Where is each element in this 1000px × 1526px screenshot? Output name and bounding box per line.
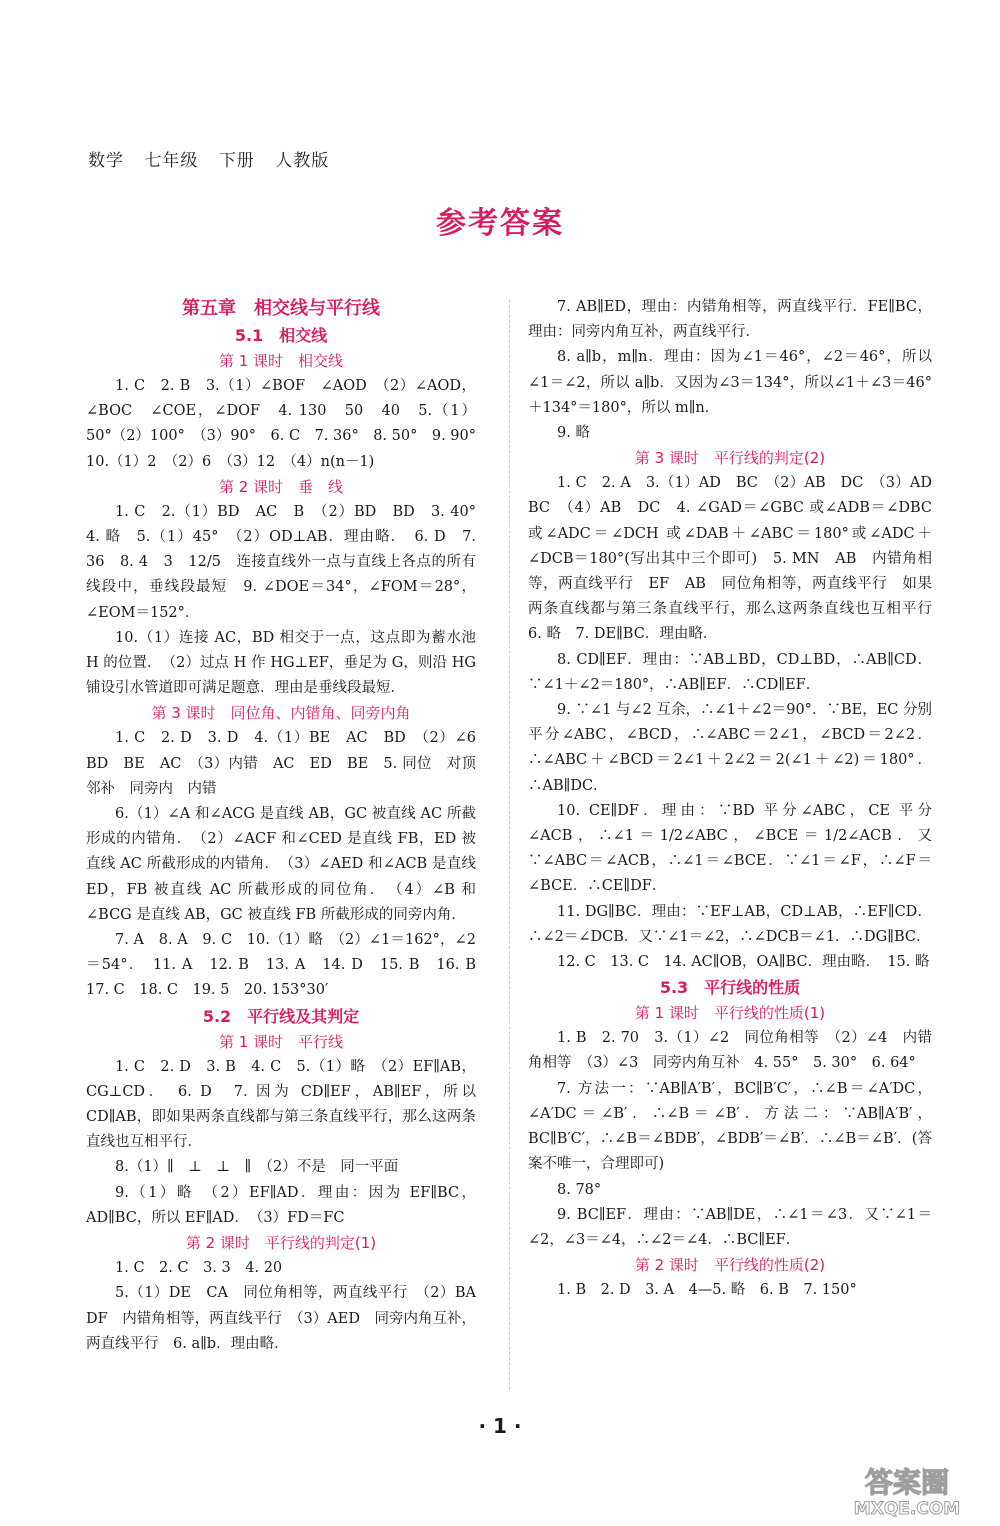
section-heading: 5.2 平行线及其判定 bbox=[202, 1006, 360, 1026]
lesson-heading: 第 2 课时 垂 线 bbox=[218, 477, 344, 496]
answer-paragraph: 6.（1）∠A 和∠ACG 是直线 AB，GC 被直线 AC 所截形成的内错角． （2）∠ACF 和∠CED 是直线 FB，ED 被直线 AC 所截形成的内错角． （3）∠AED 和∠ACB 是直线 ED，FB 被直线 AC 所截形成的同位角． （4）∠B 和∠BCG 是直线 AB，GC 被直线 FB 所截形成的同旁内角． bbox=[86, 806, 476, 923]
answer-paragraph: 12. C 13. C 14. AC∥OB，OA∥BC．理由略． 15. 略 bbox=[557, 954, 930, 971]
lesson-heading: 第 3 课时 平行线的判定(2) bbox=[634, 449, 826, 468]
lesson-heading: 第 1 课时 平行线 bbox=[218, 1032, 344, 1051]
watermark-text-top: 答案圈 bbox=[864, 1466, 950, 1499]
answer-paragraph: 7. 方法一：∵AB∥A′B′，BC∥B′C′，∴∠B＝∠A′DC，∠A′DC＝∠B′．∴∠B＝∠B′．方法二：∵AB∥A′B′，BC∥B′C′，∴∠B＝∠BDB′，∠BDB′＝∠B′．∴∠B＝∠B′．(答案不唯一，合理即可) bbox=[528, 1080, 932, 1173]
answer-paragraph: 11. DG∥BC．理由：∵EF⊥AB，CD⊥AB，∴EF∥CD．∴∠2＝∠DCB．又∵∠1＝∠2，∴∠DCB＝∠1．∴DG∥BC． bbox=[528, 903, 932, 945]
answer-paragraph: 1. C 2. B 3.（1）∠BOF ∠AOD （2）∠AOD，∠BOC ∠COE，∠DOF 4. 130 50 40 5.（1）50°（2）100° （3）90° 6. C 7. 36° 8. 50° 9. 90° 10.（1）2 （2）6 （3）12 （4）n(n－1) bbox=[86, 378, 491, 470]
section-heading: 5.3 平行线的性质 bbox=[659, 978, 801, 998]
answer-paragraph: 1. C 2.（1）BD AC B （2）BD BD 3. 40° 4. 略 5.（1）45° （2）OD⊥AB．理由略． 6. D 7. 36 8. 4 3 12/5 连接直线外一点与直线上各点的所有线段中，垂线段最短 9. ∠DOE＝34°，∠FOM＝28°，∠EOM＝152°． bbox=[86, 503, 491, 621]
right-column bbox=[528, 295, 947, 1303]
answer-paragraph: 8. CD∥EF．理由：∵AB⊥BD，CD⊥BD，∴AB∥CD．∵∠1＋∠2＝180°，∴AB∥EF．∴CD∥EF． bbox=[528, 651, 932, 693]
answer-paragraph: 8.（1）∥ ⊥ ⊥ ∥ （2）不是 同一平面 bbox=[115, 1159, 399, 1176]
answer-paragraph: 9. 略 bbox=[557, 425, 590, 442]
chapter-heading: 第五章 相交线与平行线 bbox=[182, 298, 380, 319]
lesson-heading: 第 1 课时 相交线 bbox=[218, 352, 344, 370]
answer-paragraph: 1. C 2. A 3.（1）AD BC （2）AB DC （3）AD BC （4）AB DC 4. ∠GAD＝∠GBC 或∠ADB＝∠DBC 或∠ADC＝∠DCH 或∠DAB＋∠ABC＝180°或∠ADC＋∠DCB＝180°(写出其中三个即可) 5. MN AB 内错角相等，两直线平行 EF AB 同位角相等，两直线平行 如果两条直线都与第三条直线平行，那么这两条直线也互相平行 6. 略 7. DE∥BC．理由略． bbox=[528, 475, 947, 643]
answer-paragraph: 9. BC∥EF．理由：∵AB∥DE，∴∠1＝∠3．又∵∠1＝∠2，∠3＝∠4，∴∠2＝∠4．∴BC∥EF． bbox=[528, 1206, 932, 1248]
answer-paragraph: 9.（1）略 （2）EF∥AD．理由：因为 EF∥BC，AD∥BC，所以 EF∥AD． （3）FD＝FC bbox=[86, 1184, 476, 1226]
answer-paragraph: 1. B 2. 70 3.（1）∠2 同位角相等 （2）∠4 内错角相等 （3）∠3 同旁内角互补 4. 55° 5. 30° 6. 64° bbox=[528, 1030, 932, 1072]
header-subject: 数学 bbox=[88, 151, 124, 171]
watermark-text-bottom: MXQE.COM bbox=[853, 1499, 961, 1519]
book-header bbox=[88, 146, 343, 171]
answer-paragraph: 9. ∵∠1 与∠2 互余，∴∠1＋∠2＝90°．∵BE，EC 分别平分∠ABC，∠BCD，∴∠ABC＝2∠1，∠BCD＝2∠2．∴∠ABC＋∠BCD＝2∠1＋2∠2＝2(∠1＋∠2)＝180°．∴AB∥DC． bbox=[528, 702, 932, 794]
lesson-heading: 第 1 课时 平行线的性质(1) bbox=[634, 1004, 826, 1023]
left-column bbox=[86, 295, 491, 1357]
answer-paragraph: 1. B 2. D 3. A 4—5. 略 6. B 7. 150° bbox=[557, 1282, 857, 1299]
lesson-heading: 第 2 课时 平行线的性质(2) bbox=[634, 1256, 826, 1275]
watermark-logo bbox=[822, 1462, 992, 1520]
answer-paragraph: 7. AB∥ED，理由：内错角相等，两直线平行．FE∥BC，理由：同旁内角互补，两直线平行． bbox=[528, 299, 932, 341]
page-number: · 1 · bbox=[478, 1414, 522, 1438]
answer-paragraph: 1. C 2. D 3. B 4. C 5.（1）略 （2）EF∥AB，CG⊥CD． 6. D 7. 因为 CD∥EF，AB∥EF，所以 CD∥AB，即如果两条直线都与第三条直线平行，那么这两条直线也互相平行． bbox=[86, 1058, 476, 1151]
header-edition: 人教版 bbox=[275, 151, 330, 171]
header-grade: 七年级 bbox=[144, 151, 199, 171]
answer-paragraph: 1. C 2. C 3. 3 4. 20 bbox=[115, 1260, 283, 1277]
answer-paragraph: 10.（1）连接 AC，BD 相交于一点，这点即为蓄水池 H 的位置． （2）过点 H 作 HG⊥EF，垂足为 G，则沿 HG 铺设引水管道即可满足题意．理由是垂线段最短． bbox=[86, 629, 476, 697]
column-divider bbox=[509, 300, 510, 1390]
answer-paragraph: 8. a∥b，m∥n．理由：因为∠1＝46°，∠2＝46°，所以∠1＝∠2，所以 a∥b．又因为∠3＝134°，所以∠1＋∠3＝46°＋134°＝180°，所以 m∥n． bbox=[528, 349, 932, 416]
section-heading: 5.1 相交线 bbox=[234, 326, 328, 345]
lesson-heading: 第 2 课时 平行线的判定(1) bbox=[185, 1234, 377, 1253]
answer-paragraph: 8. 78° bbox=[557, 1181, 602, 1198]
header-volume: 下册 bbox=[218, 151, 255, 171]
answer-paragraph: 5.（1）DE CA 同位角相等，两直线平行 （2）BA DF 内错角相等，两直线平行 （3）AED 同旁内角互补，两直线平行 6. a∥b．理由略． bbox=[86, 1285, 491, 1352]
page-title: 参考答案 bbox=[436, 206, 564, 241]
answer-paragraph: 10. CE∥DF．理由：∵BD 平分∠ABC，CE 平分∠ACB，∴∠1＝1/2∠ABC，∠BCE＝1/2∠ACB．又∵∠ABC＝∠ACB，∴∠1＝∠BCE．∵∠1＝∠F，∴∠F＝∠BCE．∴CE∥DF． bbox=[528, 802, 932, 895]
answer-paragraph: 1. C 2. D 3. D 4.（1）BE AC BD （2）∠6 BD BE AC （3）内错 AC ED BE 5. 同位 对顶 邻补 同旁内 内错 bbox=[86, 730, 491, 797]
answer-paragraph: 7. A 8. A 9. C 10.（1）略 （2）∠1＝162°，∠2＝54°． 11. A 12. B 13. A 14. D 15. B 16. B 17. C 18. C 19. 5 20. 153°30′ bbox=[86, 932, 491, 999]
lesson-heading: 第 3 课时 同位角、内错角、同旁内角 bbox=[151, 704, 411, 723]
